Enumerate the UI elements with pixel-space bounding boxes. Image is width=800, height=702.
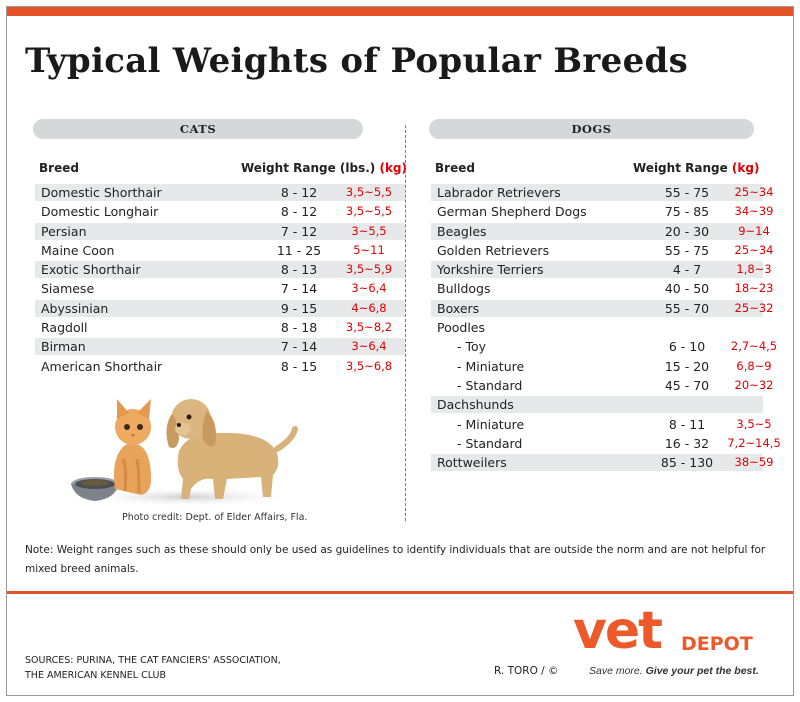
cats-weight-lbs: 7 - 12 [280, 223, 318, 239]
dogs-table-row [427, 241, 774, 260]
dogs-table [427, 183, 781, 472]
dogs-table-row [427, 183, 774, 202]
dogs-weight-kg: 34~39 [734, 204, 774, 219]
logo-depot-text: DEPOT [681, 633, 753, 655]
cats-panel [31, 119, 408, 376]
dogs-table-row [427, 376, 774, 395]
dogs-breed-name: Boxers [437, 300, 480, 316]
dogs-table-row [427, 395, 767, 414]
cats-table-row [31, 299, 391, 318]
dogs-breed-name: Yorkshire Terriers [437, 262, 544, 278]
dogs-weight-lbs: 6 - 10 [668, 339, 706, 355]
cats-col-range-lbs: Weight Range (lbs.) [241, 161, 376, 175]
dogs-table-row [427, 202, 774, 221]
kitten-icon [114, 399, 151, 495]
dogs-col-range-kg: (kg) [731, 161, 760, 175]
dogs-breed-name: Beagles [437, 223, 487, 239]
dogs-weight-lbs: 15 - 20 [664, 358, 710, 374]
cats-weight-kg: 3,5~6,8 [345, 358, 393, 373]
cats-table [31, 183, 391, 376]
dogs-table-row [427, 279, 774, 298]
puppy-icon [166, 399, 295, 499]
dogs-weight-lbs: 55 - 75 [664, 242, 710, 258]
dogs-table-row [427, 357, 772, 376]
dogs-table-row [427, 318, 767, 337]
cats-weight-lbs: 8 - 13 [280, 262, 318, 278]
cats-weight-lbs: 8 - 15 [280, 358, 318, 374]
logo-tagline [589, 665, 759, 677]
dogs-weight-lbs: 4 - 7 [672, 262, 702, 278]
sources-line-2: THE AMERICAN KENNEL CLUB [25, 670, 167, 681]
dogs-table-row [427, 337, 778, 356]
cats-breed-name: Siamese [41, 281, 95, 297]
dogs-col-range-lbs: Weight Range [633, 161, 728, 175]
dogs-weight-lbs: 55 - 70 [664, 300, 710, 316]
cats-table-row [31, 260, 391, 279]
author-credit: R. TORO / © [494, 665, 559, 677]
cats-column-headers [31, 157, 408, 177]
logo-tagline-b: Give your pet the best. [645, 665, 759, 677]
dogs-weight-kg: 1,8~3 [736, 262, 772, 277]
dogs-table-row [427, 415, 772, 434]
dogs-weight-kg: 18~23 [734, 281, 774, 296]
cats-table-row [31, 183, 391, 202]
dogs-breed-name: - Standard [457, 435, 523, 451]
sources-line-1: SOURCES: PURINA, THE CAT FANCIERS' ASSOCIATION, [25, 655, 281, 666]
cats-table-row [31, 241, 391, 260]
dogs-table-row [427, 299, 774, 318]
dogs-breed-name: Golden Retrievers [437, 242, 550, 258]
dogs-weight-lbs: 55 - 75 [664, 185, 710, 200]
dogs-breed-name: - Miniature [457, 416, 525, 432]
note-text: Note: Weight ranges such as these should only be used as guidelines to identify individuals that are outside the norm and are not helpful for mixed breed animals. [25, 544, 766, 575]
cats-table-row [31, 357, 391, 376]
cats-breed-name: Abyssinian [41, 300, 109, 316]
cats-breed-name: Ragdoll [41, 320, 88, 336]
dogs-breed-name: Rottweilers [437, 455, 507, 471]
cats-weight-kg: 3,5~5,9 [345, 262, 393, 277]
top-accent-bar [7, 7, 793, 16]
dogs-section-header: DOGS [429, 119, 754, 139]
cats-weight-lbs: 7 - 14 [280, 339, 318, 355]
cats-weight-lbs: 8 - 12 [280, 204, 318, 220]
dogs-breed-name: - Miniature [457, 358, 525, 374]
cats-breed-name: American Shorthair [41, 358, 163, 374]
cats-table-row [31, 222, 391, 241]
cats-weight-kg: 5~11 [353, 242, 385, 257]
sources-text [25, 653, 281, 683]
dogs-table-row [427, 453, 774, 472]
cats-breed-name: Maine Coon [41, 242, 115, 258]
cats-weight-kg: 3,5~8,2 [345, 320, 393, 335]
cats-weight-kg: 3~5,5 [351, 223, 387, 238]
cats-weight-kg: 3~6,4 [351, 339, 387, 354]
cats-weight-lbs: 8 - 18 [280, 320, 318, 336]
dogs-table-row [427, 260, 772, 279]
vetdepot-logo [573, 601, 783, 687]
cats-breed-name: Domestic Shorthair [41, 185, 162, 200]
cats-table-row [31, 202, 391, 221]
cats-breed-name: Birman [41, 339, 86, 355]
dogs-weight-lbs: 40 - 50 [664, 281, 710, 297]
dogs-breed-name: Labrador Retrievers [437, 185, 561, 200]
bottom-accent-rule [7, 591, 793, 594]
cats-col-range [241, 161, 407, 175]
dogs-col-breed: Breed [435, 161, 475, 175]
dogs-col-range [633, 161, 759, 175]
cats-weight-kg: 3,5~5,5 [345, 204, 393, 219]
dogs-weight-lbs: 45 - 70 [664, 377, 710, 393]
infographic-frame [6, 6, 794, 696]
cats-weight-kg: 3~6,4 [351, 281, 387, 296]
logo-vet-text: vet [573, 601, 662, 661]
cats-table-row [31, 337, 391, 356]
cats-weight-kg: 4~6,8 [351, 300, 387, 315]
dogs-weight-kg: 7,2~14,5 [727, 435, 781, 450]
dogs-weight-lbs: 16 - 32 [664, 435, 710, 451]
dogs-weight-lbs: 75 - 85 [664, 204, 710, 220]
dogs-breed-name: - Standard [457, 377, 523, 393]
dogs-weight-kg: 20~32 [734, 377, 774, 392]
cats-weight-lbs: 8 - 12 [280, 185, 318, 200]
dogs-weight-kg: 25~32 [734, 300, 774, 315]
dogs-weight-lbs: 20 - 30 [664, 223, 710, 239]
dogs-column-headers [427, 157, 767, 177]
dogs-breed-name: Dachshunds [437, 397, 514, 413]
panel-divider [405, 125, 406, 521]
dogs-weight-lbs: 85 - 130 [660, 455, 714, 471]
cats-col-range-kg: (kg) [379, 161, 408, 175]
dogs-weight-kg: 6,8~9 [736, 358, 772, 373]
dogs-weight-kg: 9~14 [738, 223, 770, 238]
cats-weight-kg: 3,5~5,5 [345, 185, 393, 199]
dogs-weight-kg: 38~59 [734, 455, 774, 470]
dogs-weight-kg: 25~34 [734, 185, 774, 199]
dogs-table-row [427, 434, 781, 453]
cats-weight-lbs: 7 - 14 [280, 281, 318, 297]
dogs-weight-kg: 3,5~5 [736, 416, 772, 431]
cats-breed-name: Exotic Shorthair [41, 262, 141, 278]
photo-credit: Photo credit: Dept. of Elder Affairs, Fla. [122, 512, 308, 523]
dogs-weight-kg: 2,7~4,5 [730, 339, 778, 354]
cats-table-row [31, 279, 391, 298]
cats-col-breed: Breed [39, 161, 79, 175]
cats-table-row [31, 318, 391, 337]
page-title: Typical Weights of Popular Breeds [25, 41, 689, 81]
kitten-puppy-photo [67, 389, 307, 507]
cats-breed-name: Persian [41, 223, 87, 239]
dogs-weight-kg: 25~34 [734, 242, 774, 257]
dogs-breed-name: German Shepherd Dogs [437, 204, 587, 220]
dogs-breed-name: Bulldogs [437, 281, 491, 297]
dogs-table-row [427, 222, 770, 241]
cats-breed-name: Domestic Longhair [41, 204, 159, 220]
dogs-breed-name: Poodles [437, 320, 485, 336]
cats-weight-lbs: 11 - 25 [276, 242, 322, 258]
dogs-breed-name: - Toy [457, 339, 487, 355]
dogs-weight-lbs: 8 - 11 [668, 416, 706, 432]
cats-section-header: CATS [33, 119, 363, 139]
cats-weight-lbs: 9 - 15 [280, 300, 318, 316]
logo-tagline-a: Save more. [589, 665, 646, 677]
dogs-panel [427, 119, 781, 472]
